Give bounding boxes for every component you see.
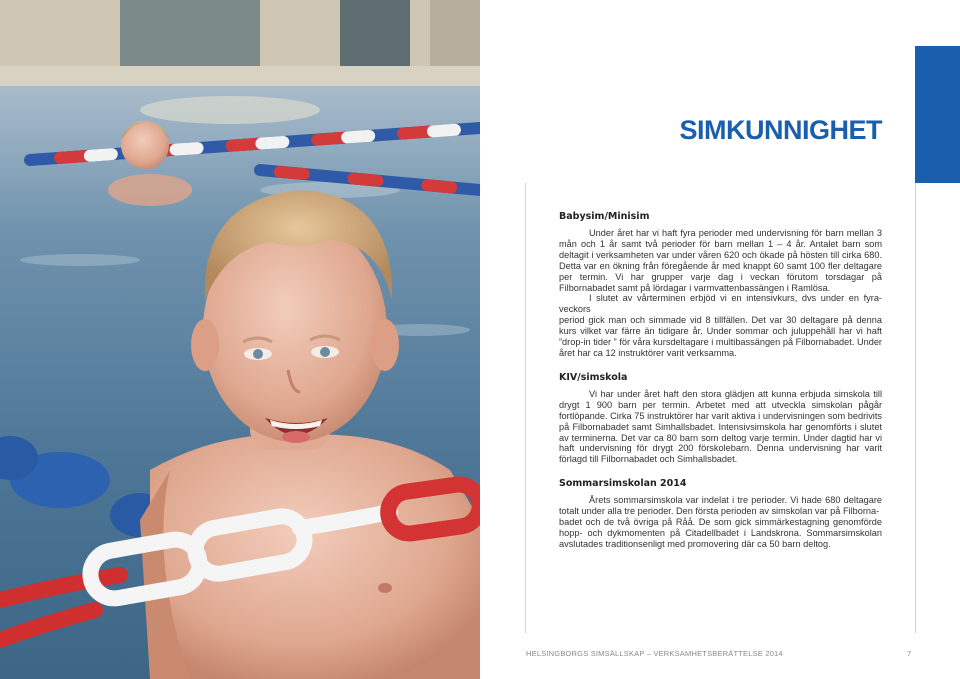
section-babysim [559,211,882,359]
column-rule-right [915,183,916,633]
paragraph: period gick man och simmade vid 8 tillfällen. Det var 30 deltagare på denna kurs vilket var färre än tidigare år. Under sommar och juluppehåll har vi haft ”drop-in tider ” för våra kursdeltagare i multibassängen på Filbornabadet. Under året har ca 12 instruktörer varit verksamma. [559,315,882,358]
section-heading: KIV/simskola [559,371,628,383]
section-kiv-simskola [559,372,882,465]
section-heading: Sommarsimskolan 2014 [559,478,687,490]
paragraph: I slutet av vårterminen erbjöd vi en intensivkurs, dvs under en fyra-veckors [559,293,882,315]
paragraph: Vi har under året haft den stora glädjen att kunna erbjuda simskola till drygt 1 900 barn per termin. Arbetet med att utveckla simskolan pågår fortlöpande. Cirka 75 instruktörer har varit aktiva i undervisningen som bedrivits på Filbornabadet samt Simhallsbadet. Intensivsimskola har genomförts i slutet av terminerna. Det var ca 80 barn som deltog varje termin. Under dagtid har vi haft undervisning för drygt 200 förskolebarn. Denna undervisning har varit förlagd till Filbornabadet och Simhallsbadet. [559,388,882,465]
page-footer: HELSINGBORGS SIMSÄLLSKAP – VERKSAMHETSBERÄTTELSE 2014 [526,649,783,658]
article-body [559,208,882,550]
page-number: 7 [907,649,912,658]
paragraph: Under året har vi haft fyra perioder med undervisning för barn mellan 3 mån och 1 år samt två perioder för barn mellan 1 – 4 år. Antalet barn som deltagit i verksamheten var under våren 620 och ökade på hösten till cirka 680. Detta var en ökning från föregående år med knappt 60 samt 100 fler deltagare per termin. Vi har grupper varje dag i veckan förutom torsdagar på Filbornabadet samt på lördagar i varmvattenbassängen i Ramlösa. [559,228,882,293]
paragraph: badet och de två övriga på Råå. De som gick simmärkestagning genomförde hopp- och dykmomenten på Citadellbadet i Landskrona. Sommarsimskolan avslutades traditionsenligt med promovering där ca 50 barn deltog. [559,517,882,549]
paragraph: Årets sommarsimskola var indelat i tre perioder. Vi hade 680 deltagare totalt under alla tre perioder. Den första perioden av simskolan var på Filborna- [559,495,882,517]
page-title: SIMKUNNIGHET [679,115,882,146]
chapter-tab [915,46,960,183]
section-heading: Babysim/Minisim [559,211,650,222]
section-sommarsimskolan [559,478,882,550]
column-rule-left [525,183,526,633]
